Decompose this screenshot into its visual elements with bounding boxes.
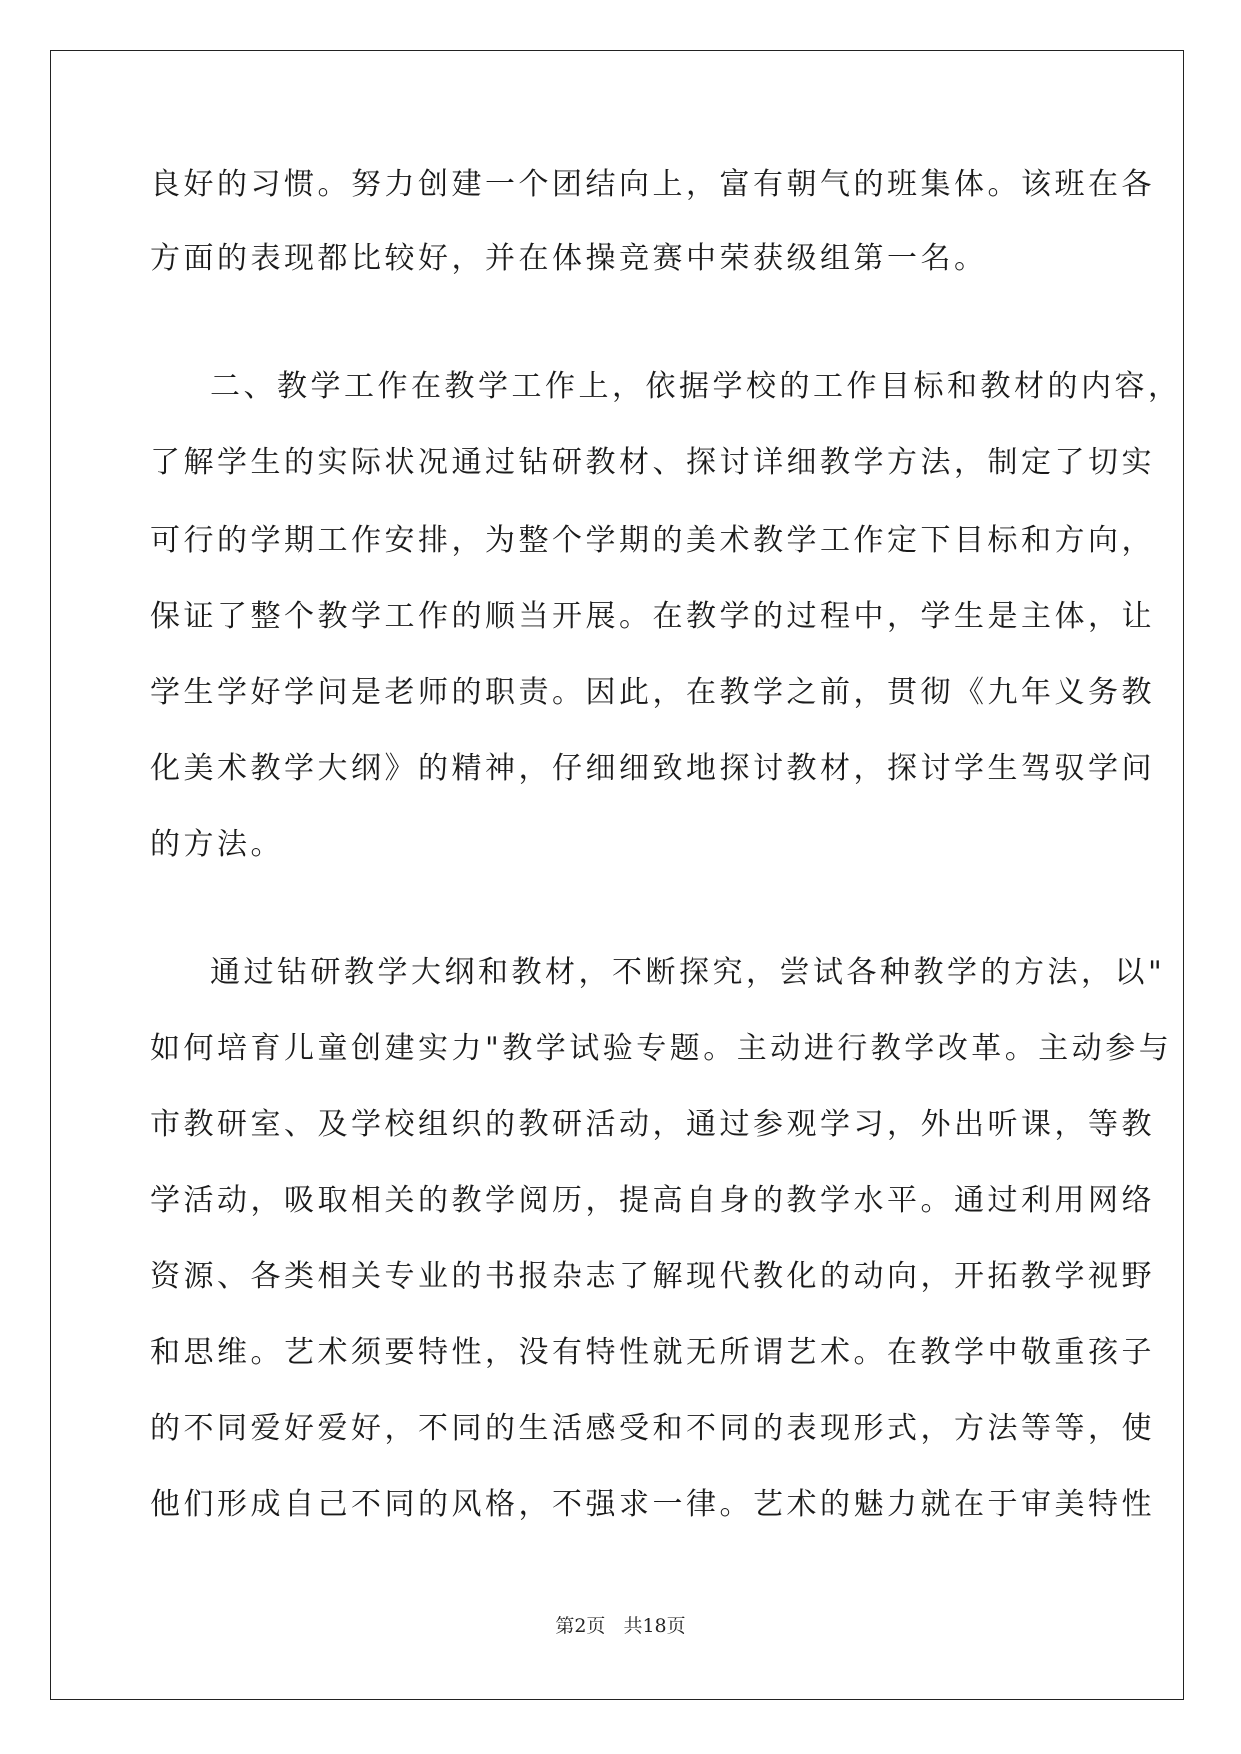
paragraph-line: 方面的表现都比较好，并在体操竞赛中荣获级组第一名。 bbox=[150, 241, 988, 276]
page-footer bbox=[0, 1611, 1241, 1638]
paragraph-line: 的不同爱好爱好，不同的生活感受和不同的表现形式，方法等等，使 bbox=[150, 1411, 1155, 1446]
paragraph-line: 如何培育儿童创建实力"教学试验专题。主动进行教学改革。主动参与 bbox=[150, 1031, 1173, 1066]
page-number: 第2页 bbox=[555, 1615, 606, 1637]
paragraph-line: 通过钻研教学大纲和教材，不断探究，尝试各种教学的方法，以" bbox=[210, 955, 1166, 990]
page-total: 共18页 bbox=[623, 1615, 686, 1637]
paragraph-line: 学活动，吸取相关的教学阅历，提高自身的教学水平。通过利用网络 bbox=[150, 1183, 1155, 1218]
paragraph-line: 良好的习惯。努力创建一个团结向上，富有朝气的班集体。该班在各 bbox=[150, 167, 1155, 202]
paragraph-line: 他们形成自己不同的风格，不强求一律。艺术的魅力就在于审美特性 bbox=[150, 1487, 1155, 1522]
paragraph-line: 市教研室、及学校组织的教研活动，通过参观学习，外出听课，等教 bbox=[150, 1107, 1155, 1142]
paragraph-line: 可行的学期工作安排，为整个学期的美术教学工作定下目标和方向， bbox=[150, 523, 1155, 558]
paragraph-line: 和思维。艺术须要特性，没有特性就无所谓艺术。在教学中敬重孩子 bbox=[150, 1335, 1155, 1370]
paragraph-line: 的方法。 bbox=[150, 827, 284, 862]
paragraph-line: 了解学生的实际状况通过钻研教材、探讨详细教学方法，制定了切实 bbox=[150, 445, 1155, 480]
paragraph-line: 化美术教学大纲》的精神，仔细细致地探讨教材，探讨学生驾驭学问 bbox=[150, 751, 1155, 786]
paragraph-line: 二、教学工作在教学工作上，依据学校的工作目标和教材的内容， bbox=[210, 369, 1182, 404]
paragraph-line: 资源、各类相关专业的书报杂志了解现代教化的动向，开拓教学视野 bbox=[150, 1259, 1155, 1294]
paragraph-line: 保证了整个教学工作的顺当开展。在教学的过程中，学生是主体，让 bbox=[150, 599, 1155, 634]
paragraph-line: 学生学好学问是老师的职责。因此，在教学之前，贯彻《九年义务教 bbox=[150, 675, 1155, 710]
